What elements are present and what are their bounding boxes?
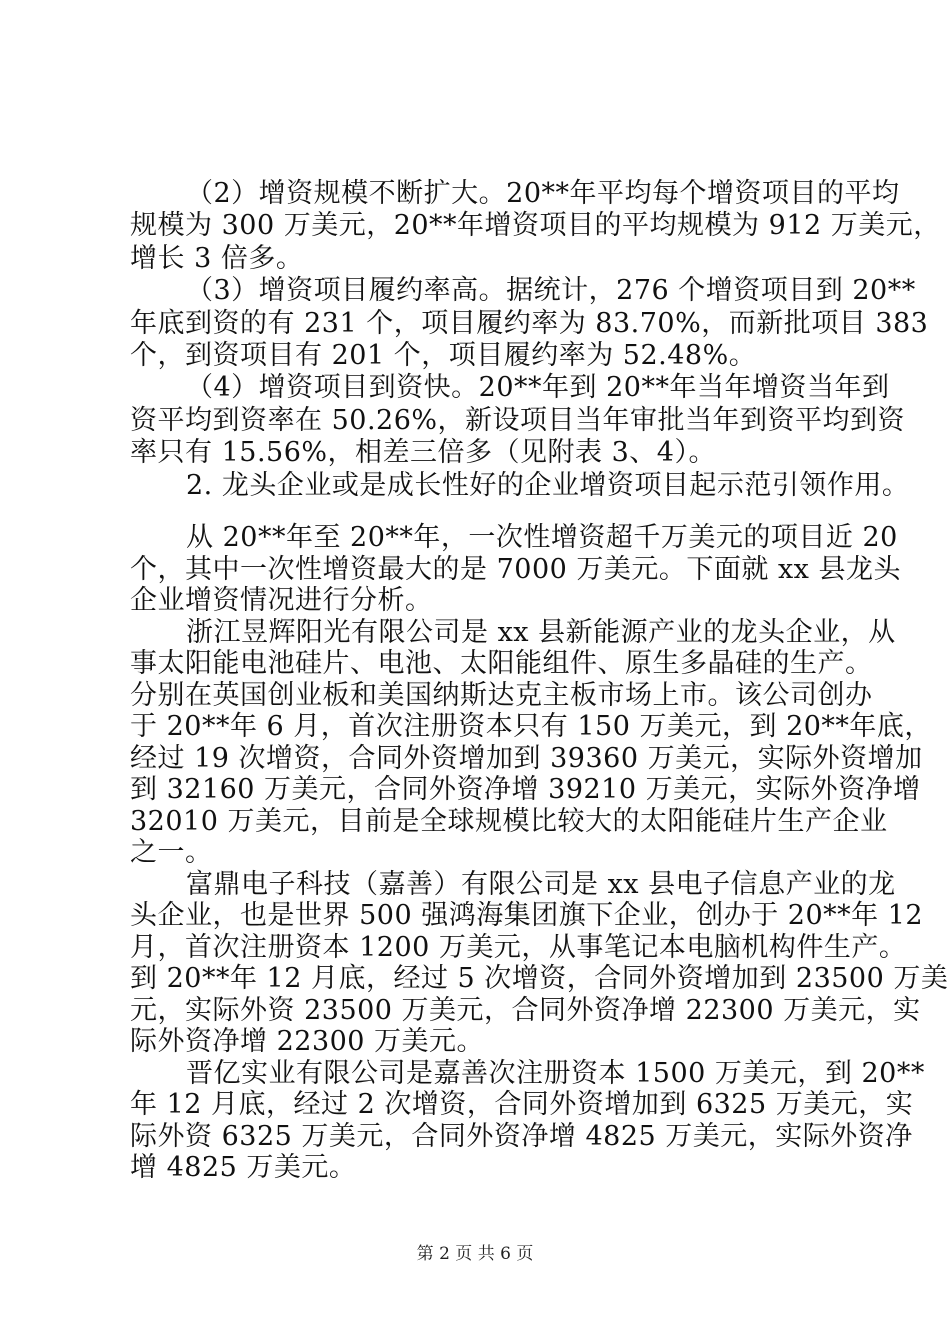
text-line: 增长 3 倍多。 (130, 243, 304, 274)
text-line: 事太阳能电池硅片、电池、太阳能组件、原生多晶硅的生产。 (130, 648, 873, 679)
text-line: 际外资 6325 万美元，合同外资净增 4825 万美元，实际外资净 (130, 1121, 913, 1152)
text-line: 月，首次注册资本 1200 万美元，从事笔记本电脑机构件生产。 (130, 932, 907, 963)
page-footer: 第 2 页 共 6 页 (416, 1244, 534, 1264)
text-line: 32010 万美元，目前是全球规模比较大的太阳能硅片生产企业 (130, 806, 888, 837)
text-line: 个，其中一次性增资最大的是 7000 万美元。下面就 xx 县龙头 (130, 554, 901, 585)
text-line: 头企业，也是世界 500 强鸿海集团旗下企业，创办于 20**年 12 (130, 900, 924, 931)
text-line: 浙江昱辉阳光有限公司是 xx 县新能源产业的龙头企业，从 (186, 617, 896, 648)
text-line: （4）增资项目到资快。20**年到 20**年当年增资当年到 (186, 372, 890, 403)
text-line: 之一。 (130, 837, 213, 868)
text-line: 从 20**年至 20**年，一次性增资超千万美元的项目近 20 (186, 522, 898, 553)
text-line: 到 20**年 12 月底，经过 5 次增资，合同外资增加到 23500 万美 (130, 963, 949, 994)
text-line: 际外资净增 22300 万美元。 (130, 1026, 485, 1057)
text-line: 元，实际外资 23500 万美元，合同外资净增 22300 万美元，实 (130, 995, 921, 1026)
text-line: 晋亿实业有限公司是嘉善次注册资本 1500 万美元，到 20** (186, 1058, 925, 1089)
text-line: （3）增资项目履约率高。据统计，276 个增资项目到 20** (186, 275, 916, 306)
text-line: 资平均到资率在 50.26%，新设项目当年审批当年到资平均到资 (130, 405, 906, 436)
text-line: 增 4825 万美元。 (130, 1152, 357, 1183)
text-line: 年 12 月底，经过 2 次增资，合同外资增加到 6325 万美元，实 (130, 1089, 914, 1120)
text-line: 企业增资情况进行分析。 (130, 585, 433, 616)
text-line: 个，到资项目有 201 个，项目履约率为 52.48%。 (130, 340, 757, 371)
text-line: 于 20**年 6 月，首次注册资本只有 150 万美元，到 20**年底， (130, 711, 932, 742)
text-line: 率只有 15.56%，相差三倍多（见附表 3、4）。 (130, 437, 716, 468)
section-heading: 2. 龙头企业或是成长性好的企业增资项目起示范引领作用。 (186, 470, 910, 501)
text-line: 经过 19 次增资，合同外资增加到 39360 万美元，实际外资增加 (130, 743, 923, 774)
text-line: 富鼎电子科技（嘉善）有限公司是 xx 县电子信息产业的龙 (186, 869, 896, 900)
text-line: 规模为 300 万美元，20**年增资项目的平均规模为 912 万美元， (130, 210, 941, 241)
text-line: 年底到资的有 231 个，项目履约率为 83.70%，而新批项目 383 (130, 308, 929, 339)
text-line: 到 32160 万美元，合同外资净增 39210 万美元，实际外资净增 (130, 774, 921, 805)
text-line: （2）增资规模不断扩大。20**年平均每个增资项目的平均 (186, 178, 900, 209)
text-line: 分别在英国创业板和美国纳斯达克主板市场上市。该公司创办 (130, 680, 873, 711)
